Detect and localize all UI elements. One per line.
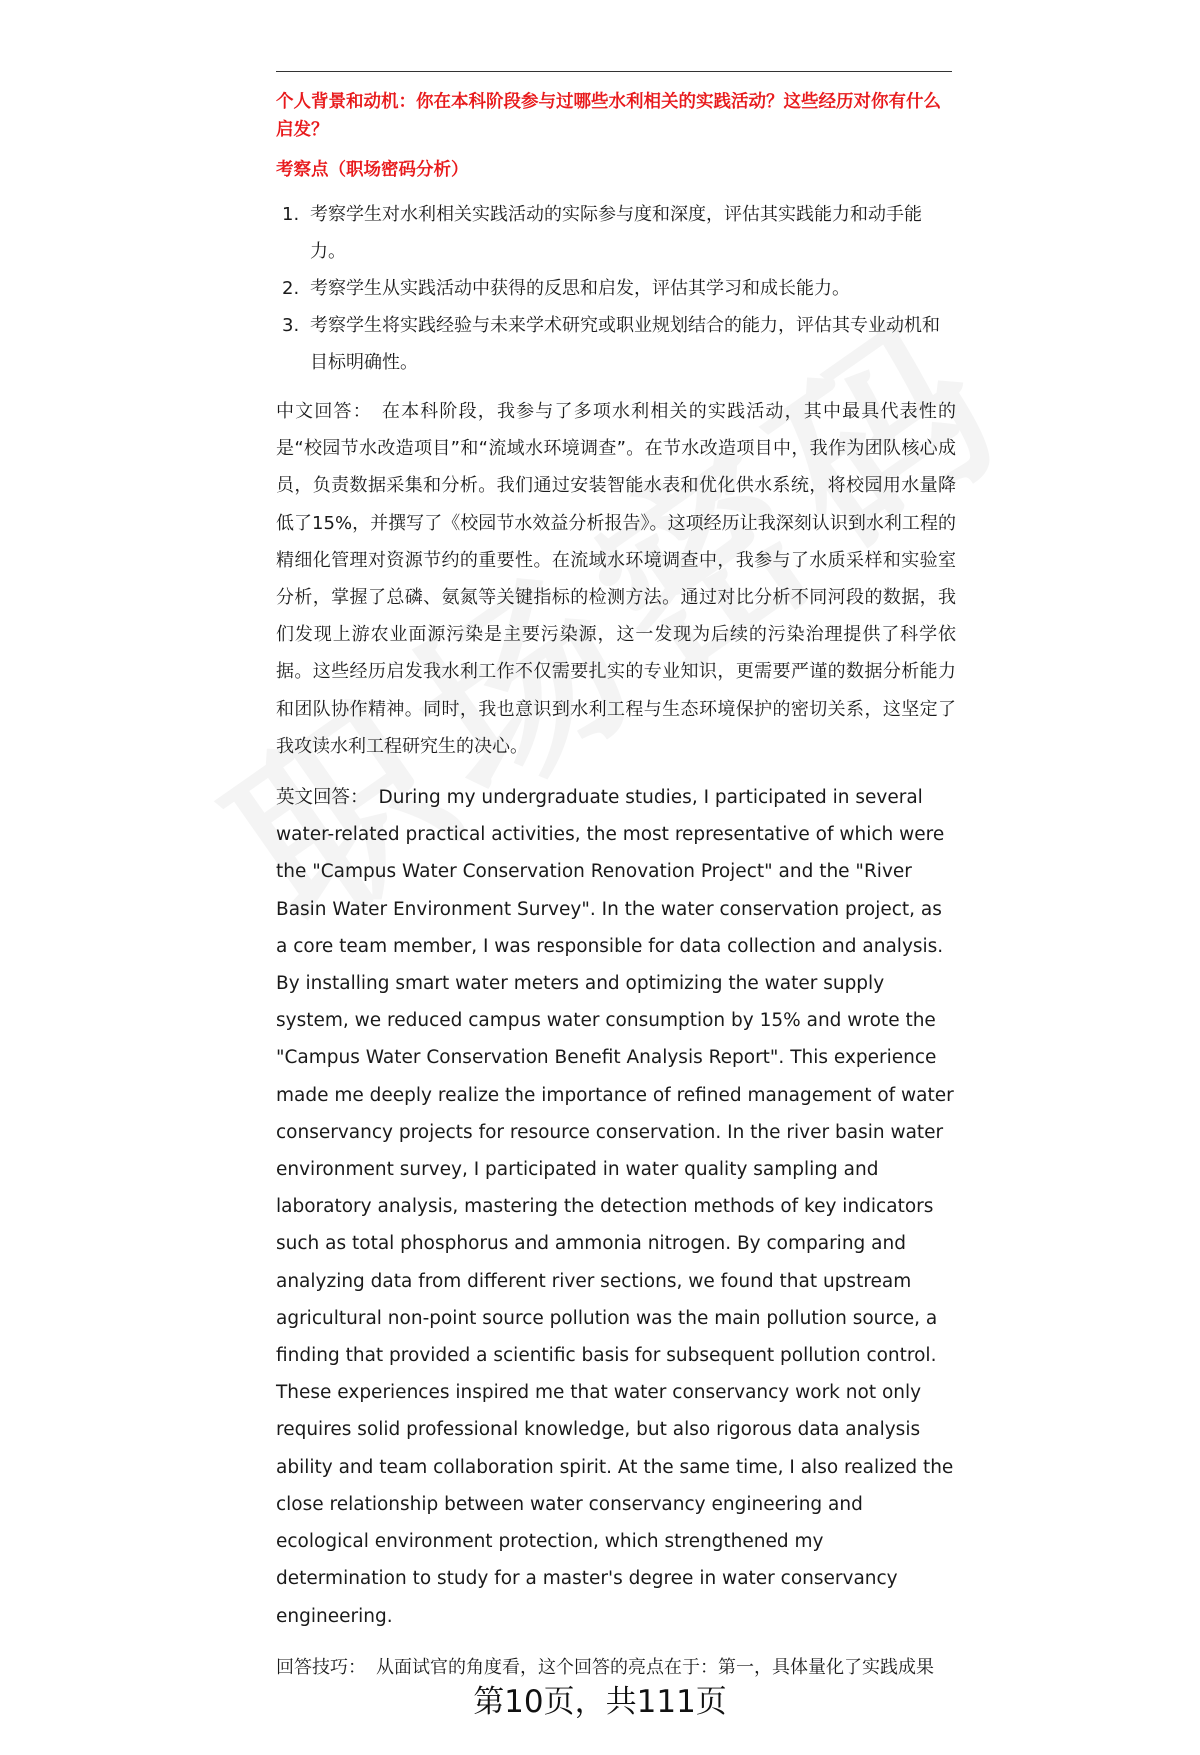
page-content bbox=[276, 88, 956, 1700]
list-item bbox=[276, 270, 956, 307]
page-number-footer: 第10页，共111页 bbox=[473, 1684, 727, 1720]
header-rule bbox=[276, 71, 952, 72]
question-heading: 个人背景和动机：你在本科阶段参与过哪些水利相关的实践活动？这些经历对你有什么启发？ bbox=[276, 92, 941, 140]
english-answer bbox=[276, 779, 956, 1635]
answer-tips-label: 回答技巧： bbox=[276, 1656, 366, 1678]
list-item bbox=[276, 196, 956, 270]
list-item-number: 1. bbox=[282, 204, 300, 225]
english-answer-label: 英文回答： bbox=[276, 787, 369, 809]
assessment-points-list bbox=[276, 196, 956, 381]
list-item-text: 考察学生对水利相关实践活动的实际参与度和深度，评估其实践能力和动手能力。 bbox=[310, 204, 922, 262]
list-item-text: 考察学生将实践经验与未来学术研究或职业规划结合的能力，评估其专业动机和目标明确性。 bbox=[310, 315, 940, 373]
chinese-answer-label: 中文回答： bbox=[276, 401, 372, 422]
list-item-text: 考察学生从实践活动中获得的反思和启发，评估其学习和成长能力。 bbox=[310, 278, 850, 299]
section-heading: 考察点（职场密码分析） bbox=[276, 160, 469, 180]
list-item-number: 3. bbox=[282, 315, 300, 336]
chinese-answer bbox=[276, 393, 956, 765]
list-item bbox=[276, 307, 956, 381]
chinese-answer-text: 在本科阶段，我参与了多项水利相关的实践活动，其中最具代表性的是“校园节水改造项目”和“流域水环境调查”。在节水改造项目中，我作为团队核心成员，负责数据采集和分析。我们通过安装智能水表和优化供水系统，将校园用水量降低了15%，并撰写了《校园节水效益分析报告》。这项经历让我深刻认识到水利工程的精细化管理对资源节约的重要性。在流域水环境调查中，我参与了水质采样和实验室分析，掌握了总磷、氨氮等关键指标的检测方法。通过对比分析不同河段的数据，我们发现上游农业面源污染是主要污染源，这一发现为后续的污染治理提供了科学依据。这些经历启发我水利工作不仅需要扎实的专业知识，更需要严谨的数据分析能力和团队协作精神。同时，我也意识到水利工程与生态环境保护的密切关系，这坚定了我攻读水利工程研究生的决心。 bbox=[276, 401, 957, 757]
list-item-number: 2. bbox=[282, 278, 300, 299]
answer-tips-text: 从面试官的角度看，这个回答的亮点在于：第一，具体量化了实践成果 bbox=[376, 1656, 934, 1678]
english-answer-text: During my undergraduate studies, I participated in several water-related practical activities, the most representative of which were the "Campus Water Conservation Renovation Project" and the "River Basin Water Environment Survey". In the water conservation project, as a core team member, I was responsible for data collection and analysis. By installing smart water meters and optimizing the water supply system, we reduced campus water consumption by 15% and wrote the "Campus Water Conservation Benefit Analysis Report". This experience made me deeply realize the importance of refined management of water conservancy projects for resource conservation. In the river basin water environment survey, I participated in water quality sampling and laboratory analysis, mastering the detection methods of key indicators such as total phosphorus and ammonia nitrogen. By comparing and analyzing data from different river sections, we found that upstream agricultural non-point source pollution was the main pollution source, a finding that provided a scientific basis for subsequent pollution control. These experiences inspired me that water conservancy work not only requires solid professional knowledge, but also rigorous data analysis ability and team collaboration spirit. At the same time, I also realized the close relationship between water conservancy engineering and ecological environment protection, which strengthened my determination to study for a master's degree in water conservancy engineering. bbox=[276, 787, 954, 1627]
